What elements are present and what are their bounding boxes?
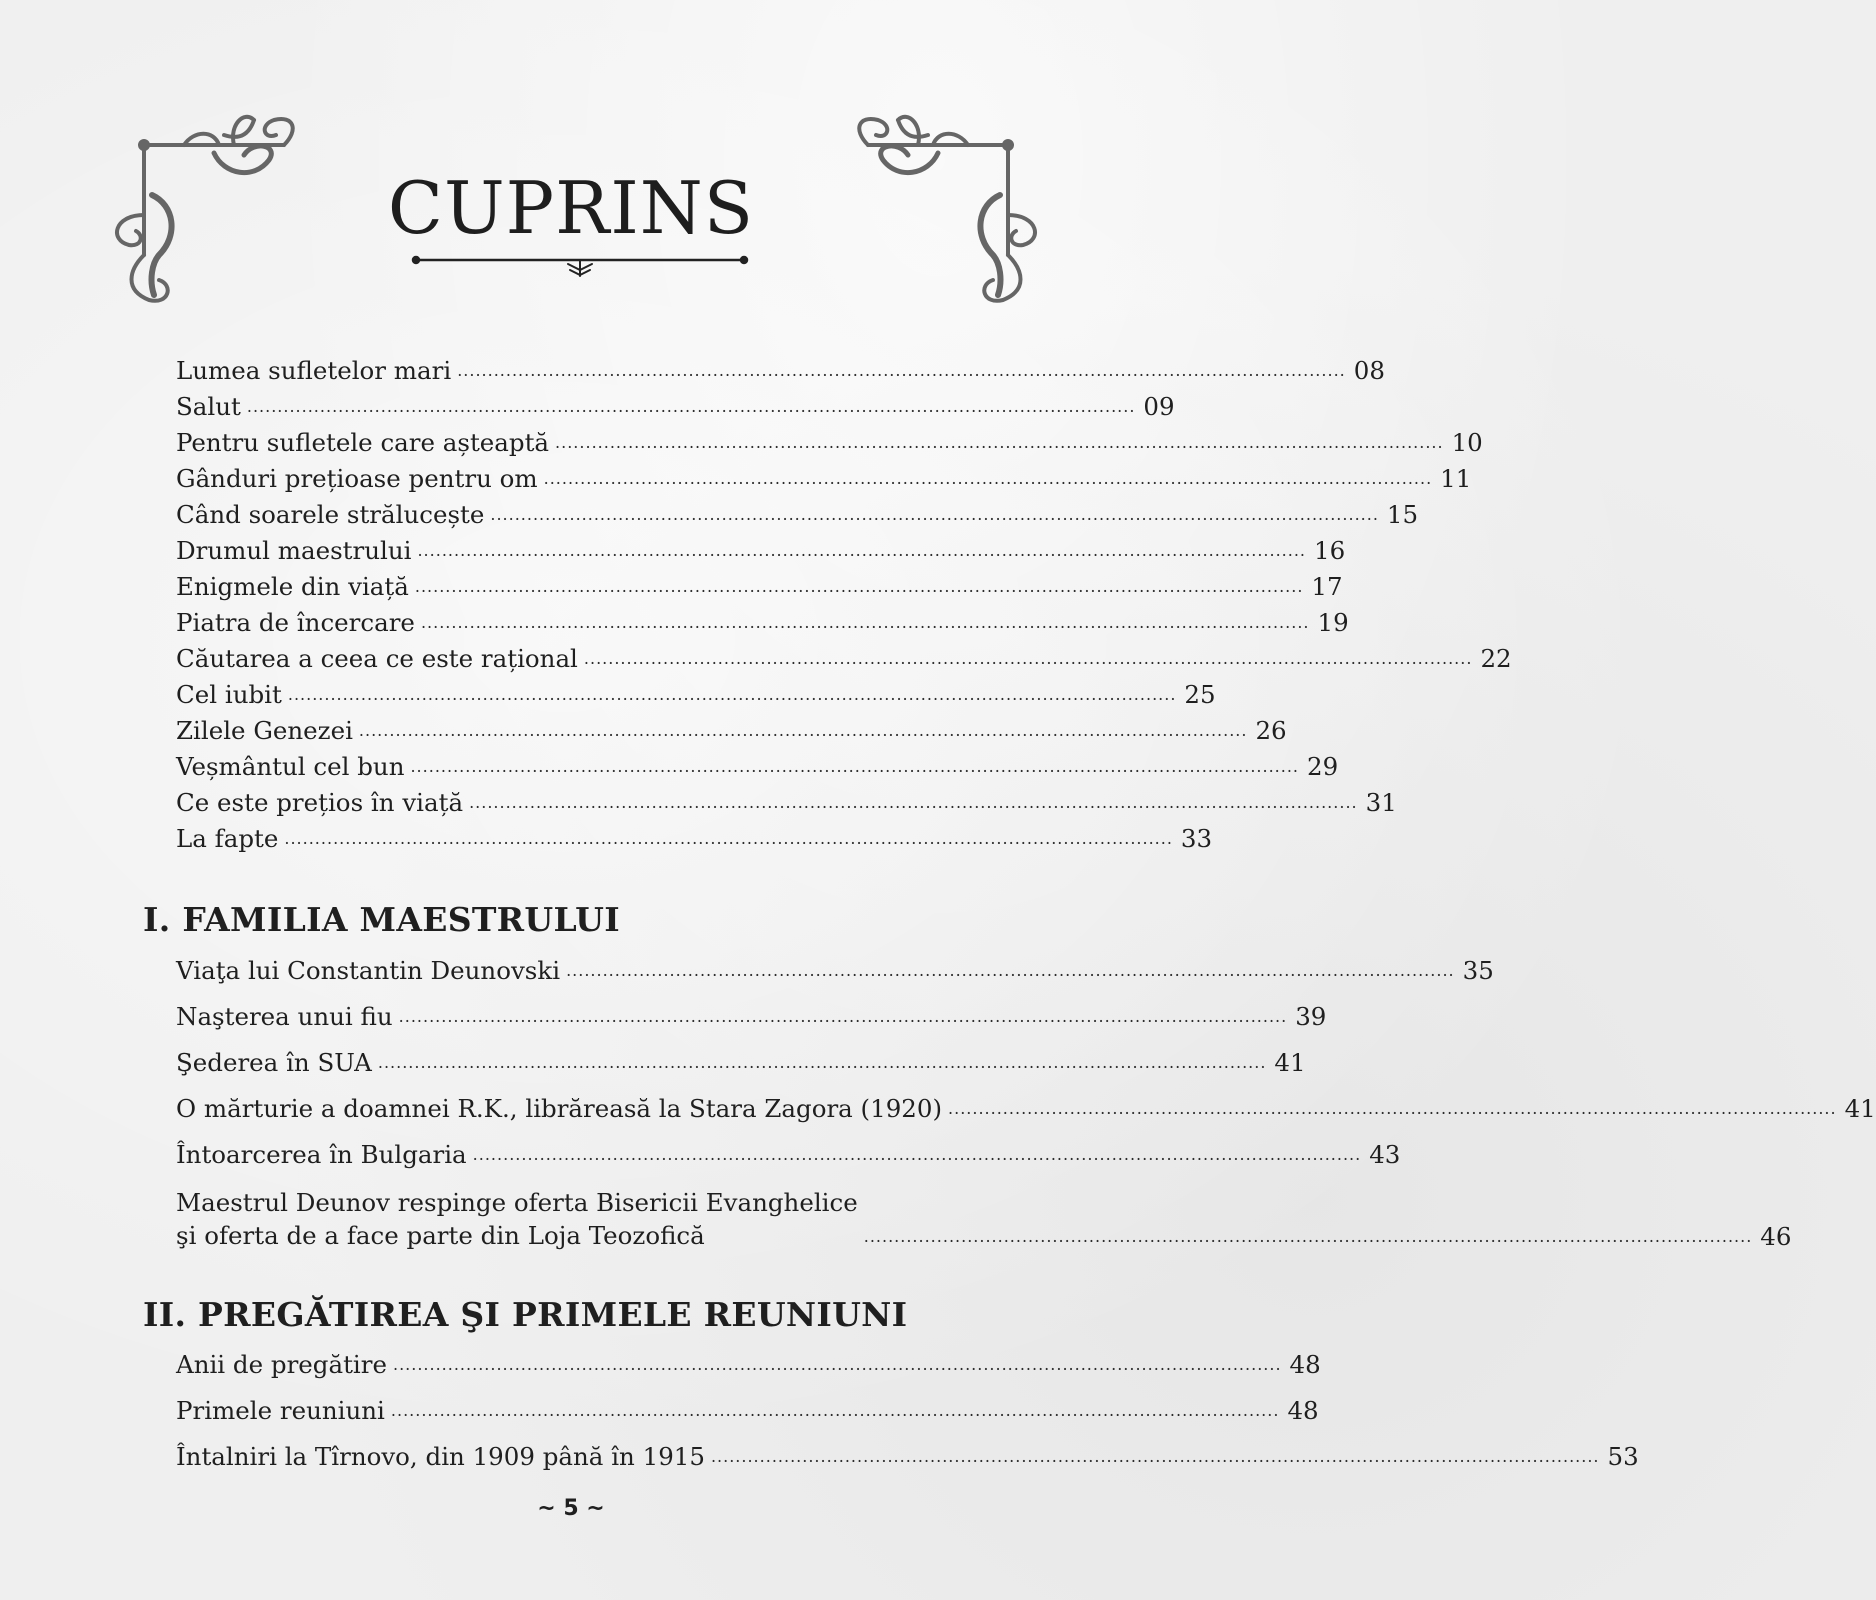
- toc-entry[interactable]: [176, 572, 1343, 602]
- toc-entry-label: Piatra de încercare: [176, 608, 415, 637]
- toc-entry[interactable]: [176, 1442, 1639, 1472]
- dot-leader: ..................................................................................................................................................: [284, 829, 1173, 848]
- toc-entry-label-line2: şi oferta de a face parte din Loja Teozofică: [176, 1221, 705, 1250]
- toc-entry-page: 19: [1317, 608, 1349, 637]
- toc-entry-label: Zilele Genezei: [176, 716, 353, 745]
- toc-entry-label: Când soarele strălucește: [176, 500, 485, 529]
- dot-leader: ..................................................................................................................................................: [555, 433, 1444, 452]
- toc-entry[interactable]: [176, 536, 1346, 566]
- toc-entry-page: 31: [1365, 788, 1397, 817]
- toc-entry-label: Întalniri la Tîrnovo, din 1909 până în 1915: [176, 1442, 705, 1471]
- dot-leader: ..................................................................................................................................................: [469, 793, 1358, 812]
- dot-leader: ..................................................................................................................................................: [392, 1355, 1282, 1374]
- toc-entry-label: Şederea în SUA: [176, 1048, 372, 1077]
- toc-entry-label: [176, 1186, 864, 1252]
- toc-entry[interactable]: [176, 1140, 1401, 1170]
- page-title: CUPRINS: [387, 166, 755, 250]
- toc-entry[interactable]: [176, 1002, 1327, 1032]
- toc-entry[interactable]: [176, 464, 1472, 494]
- toc-entry[interactable]: [176, 956, 1494, 986]
- dot-leader: ..................................................................................................................................................: [246, 397, 1136, 416]
- dot-leader: ..................................................................................................................................................: [414, 577, 1304, 596]
- toc-entry-page: 26: [1255, 716, 1287, 745]
- toc-entry[interactable]: [176, 716, 1287, 746]
- toc-entry-label: Pentru sufletele care așteaptă: [176, 428, 550, 457]
- toc-entry-page: 09: [1143, 392, 1175, 421]
- toc-entry-label: Lumea sufletelor mari: [176, 356, 452, 385]
- toc-entry-label: Cel iubit: [176, 680, 282, 709]
- toc-entry-page: 41: [1274, 1048, 1306, 1077]
- toc-entry-page: 53: [1607, 1442, 1639, 1471]
- toc-entry-page: 25: [1184, 680, 1216, 709]
- dot-leader: ..................................................................................................................................................: [410, 757, 1300, 776]
- toc-entry-page: 35: [1462, 956, 1494, 985]
- toc-entry-page: 48: [1287, 1396, 1319, 1425]
- toc-entry-label: Ce este prețios în viață: [176, 788, 464, 817]
- toc-entry-page: 10: [1451, 428, 1483, 457]
- dot-leader: ..................................................................................................................................................: [583, 649, 1473, 668]
- dot-leader: ..................................................................................................................................................: [377, 1053, 1267, 1072]
- section-heading: I. FAMILIA MAESTRULUI: [143, 900, 621, 939]
- toc-entry[interactable]: [176, 1350, 1321, 1380]
- dot-leader: ..................................................................................................................................................: [948, 1099, 1837, 1118]
- toc-entry[interactable]: [176, 428, 1483, 458]
- toc-entry-page: 22: [1480, 644, 1512, 673]
- toc-entry-page: 17: [1311, 572, 1343, 601]
- toc-entry[interactable]: [176, 1186, 1792, 1252]
- toc-entry-label: Căutarea a ceea ce este rațional: [176, 644, 578, 673]
- toc-entry[interactable]: [176, 788, 1397, 818]
- dot-leader: ..................................................................................................................................................: [472, 1145, 1362, 1164]
- dot-leader: ..................................................................................................................................................: [417, 541, 1307, 560]
- dot-leader: ..................................................................................................................................................: [710, 1447, 1600, 1466]
- toc-entry-page: 48: [1289, 1350, 1321, 1379]
- toc-entry-page: 15: [1386, 500, 1419, 529]
- dot-leader: ..................................................................................................................................................: [390, 1401, 1280, 1420]
- toc-entry[interactable]: [176, 392, 1175, 422]
- page-number: ~ 5 ~: [537, 1496, 605, 1521]
- toc-entry[interactable]: [176, 1048, 1306, 1078]
- toc-entry-label: Viaţa lui Constantin Deunovski: [176, 956, 561, 985]
- toc-entry-label: La fapte: [176, 824, 279, 853]
- dot-leader: ..................................................................................................................................................: [287, 685, 1177, 704]
- toc-entry-page: 08: [1353, 356, 1385, 385]
- toc-entry-label: Naşterea unui fiu: [176, 1002, 393, 1031]
- toc-entry-label: O mărturie a doamnei R.K., librăreasă la Stara Zagora (1920): [176, 1094, 943, 1123]
- toc-entry[interactable]: [176, 500, 1419, 530]
- toc-entry-label: Anii de pregătire: [176, 1350, 387, 1379]
- section-heading: II. PREGĂTIREA ŞI PRIMELE REUNIUNI: [143, 1295, 908, 1334]
- dot-leader: ..................................................................................................................................................: [420, 613, 1310, 632]
- toc-entry-page: 29: [1307, 752, 1339, 781]
- toc-entry[interactable]: [176, 824, 1213, 854]
- toc-entry-page: 16: [1314, 536, 1346, 565]
- dot-leader: ..................................................................................................................................................: [358, 721, 1248, 740]
- toc-entry-label: Salut: [176, 392, 241, 421]
- dot-leader: ..................................................................................................................................................: [490, 505, 1379, 524]
- dot-leader: ..................................................................................................................................................: [863, 1227, 1753, 1246]
- toc-entry[interactable]: [176, 1094, 1876, 1124]
- toc-entry-label: Primele reuniuni: [176, 1396, 385, 1425]
- toc-entry-label: Veșmântul cel bun: [176, 752, 405, 781]
- toc-entry-page: 41: [1844, 1094, 1876, 1123]
- toc-entry-label-line1: Maestrul Deunov respinge oferta Bisericii Evanghelice: [176, 1188, 858, 1217]
- toc-entry[interactable]: [176, 680, 1216, 710]
- toc-entry-page: 43: [1369, 1140, 1401, 1169]
- dot-leader: ..................................................................................................................................................: [457, 361, 1346, 380]
- toc-entry[interactable]: [176, 752, 1339, 782]
- toc-entry-page: 46: [1760, 1222, 1792, 1251]
- toc-entry-label: Gânduri prețioase pentru om: [176, 464, 538, 493]
- toc-entry[interactable]: [176, 1396, 1319, 1426]
- dot-leader: ..................................................................................................................................................: [543, 469, 1433, 488]
- toc-entry[interactable]: [176, 644, 1512, 674]
- toc-entry-page: 11: [1440, 464, 1472, 493]
- toc-entry-label: Întoarcerea în Bulgaria: [176, 1140, 467, 1169]
- toc-entry-label: Enigmele din viață: [176, 572, 409, 601]
- toc-entry-label: Drumul maestrului: [176, 536, 412, 565]
- dot-leader: ..................................................................................................................................................: [398, 1007, 1288, 1026]
- toc-entry-page: 39: [1295, 1002, 1327, 1031]
- dot-leader: ..................................................................................................................................................: [566, 961, 1455, 980]
- toc-entry[interactable]: [176, 608, 1349, 638]
- toc-entry[interactable]: [176, 356, 1385, 386]
- toc-entry-page: 33: [1180, 824, 1213, 853]
